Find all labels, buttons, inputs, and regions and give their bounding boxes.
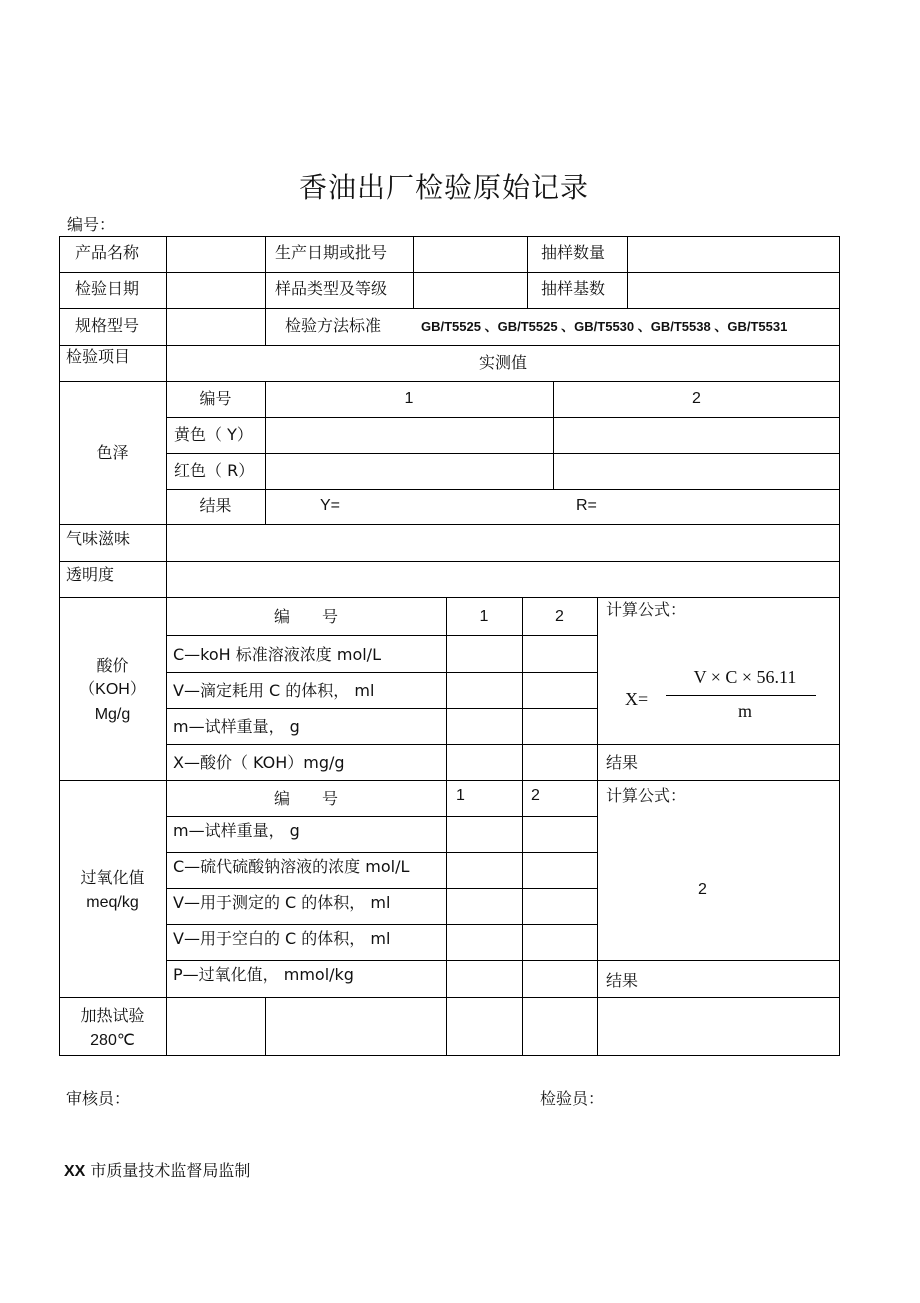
color-section-label: 色泽 — [96, 443, 129, 462]
peroxide-row-c: C—硫代硫酸钠溶液的浓度 mol/L — [173, 857, 410, 876]
acid-result-label: 结果 — [606, 753, 639, 772]
label-measured-value: 实测值 — [478, 353, 527, 372]
peroxide-row-m: m—试样重量， g — [173, 821, 300, 840]
peroxide-label-line1: 过氧化值 — [80, 868, 145, 887]
label-inspection-item: 检验项目 — [66, 347, 131, 366]
fraction-bar — [666, 695, 816, 696]
method-standards-value: GB/T5525 、GB/T5525 、GB/T5530 、GB/T5538 、GB/T5531 — [421, 319, 788, 334]
label-sample-quantity: 抽样数量 — [541, 243, 606, 262]
acid-label-line3: Mg/g — [94, 706, 131, 723]
peroxide-formula-label: 计算公式： — [606, 786, 687, 805]
label-odor-taste: 气味滋味 — [66, 529, 131, 548]
peroxide-formula-value: 2 — [698, 881, 707, 898]
label-clarity: 透明度 — [66, 565, 115, 584]
issuing-org — [64, 1158, 250, 1181]
acid-row-x: X—酸价（ KOH）mg/g — [173, 753, 345, 772]
peroxide-result-label: 结果 — [606, 971, 639, 990]
reviewer-label: 审核员： — [66, 1089, 131, 1108]
issuing-org-code: XX — [64, 1163, 86, 1180]
acid-row-c: C—koH 标准溶液浓度 mol/L — [173, 645, 381, 664]
color-r-equals: R= — [576, 497, 597, 514]
heating-label-line1: 加热试验 — [80, 1006, 145, 1025]
acid-col1: 1 — [479, 608, 489, 625]
acid-row-m: m—试样重量， g — [173, 717, 300, 736]
label-product-name: 产品名称 — [75, 243, 140, 262]
peroxide-no-label: 编 号 — [273, 789, 338, 808]
label-production-date: 生产日期或批号 — [275, 243, 388, 262]
color-result-label: 结果 — [199, 496, 232, 515]
color-red-label: 红色（ R） — [174, 461, 255, 480]
color-yellow-label: 黄色（ Y） — [174, 425, 253, 444]
acid-no-label: 编 号 — [273, 607, 338, 626]
label-method-standard: 检验方法标准 — [285, 316, 382, 335]
heating-label-line2: 280℃ — [90, 1032, 135, 1049]
peroxide-label-line2: meq/kg — [86, 894, 139, 911]
color-col1: 1 — [404, 390, 414, 407]
label-sample-type: 样品类型及等级 — [275, 279, 388, 298]
peroxide-col2: 2 — [531, 787, 540, 804]
acid-label-line1: 酸价 — [96, 656, 129, 675]
peroxide-col1: 1 — [456, 787, 465, 804]
acid-formula-label: 计算公式： — [606, 600, 687, 619]
acid-label-line2: （KOH） — [79, 681, 146, 698]
acid-value-formula — [622, 665, 822, 721]
inspector-label: 检验员： — [540, 1089, 605, 1108]
color-y-equals: Y= — [320, 497, 341, 514]
label-sample-base: 抽样基数 — [541, 279, 606, 298]
formula-denominator: m — [737, 701, 752, 721]
acid-col2: 2 — [555, 608, 564, 625]
formula-lhs: X= — [625, 689, 649, 709]
label-inspection-date: 检验日期 — [75, 279, 140, 298]
acid-row-v: V—滴定耗用 C 的体积， ml — [173, 681, 375, 700]
color-no-label: 编号 — [199, 389, 232, 408]
peroxide-row-v1: V—用于测定的 C 的体积， ml — [173, 893, 391, 912]
page-title: 香油出厂检验原始记录 — [298, 171, 589, 204]
peroxide-row-p: P—过氧化值， mmol/kg — [173, 965, 354, 984]
peroxide-row-v2: V—用于空白的 C 的体积， ml — [173, 929, 391, 948]
doc-number-label: 编号： — [67, 215, 116, 234]
formula-numerator: V × C × 56.11 — [693, 667, 797, 687]
color-col2: 2 — [692, 390, 701, 407]
issuing-org-name: 市质量技术监督局监制 — [85, 1161, 251, 1180]
label-spec-model: 规格型号 — [75, 316, 140, 335]
